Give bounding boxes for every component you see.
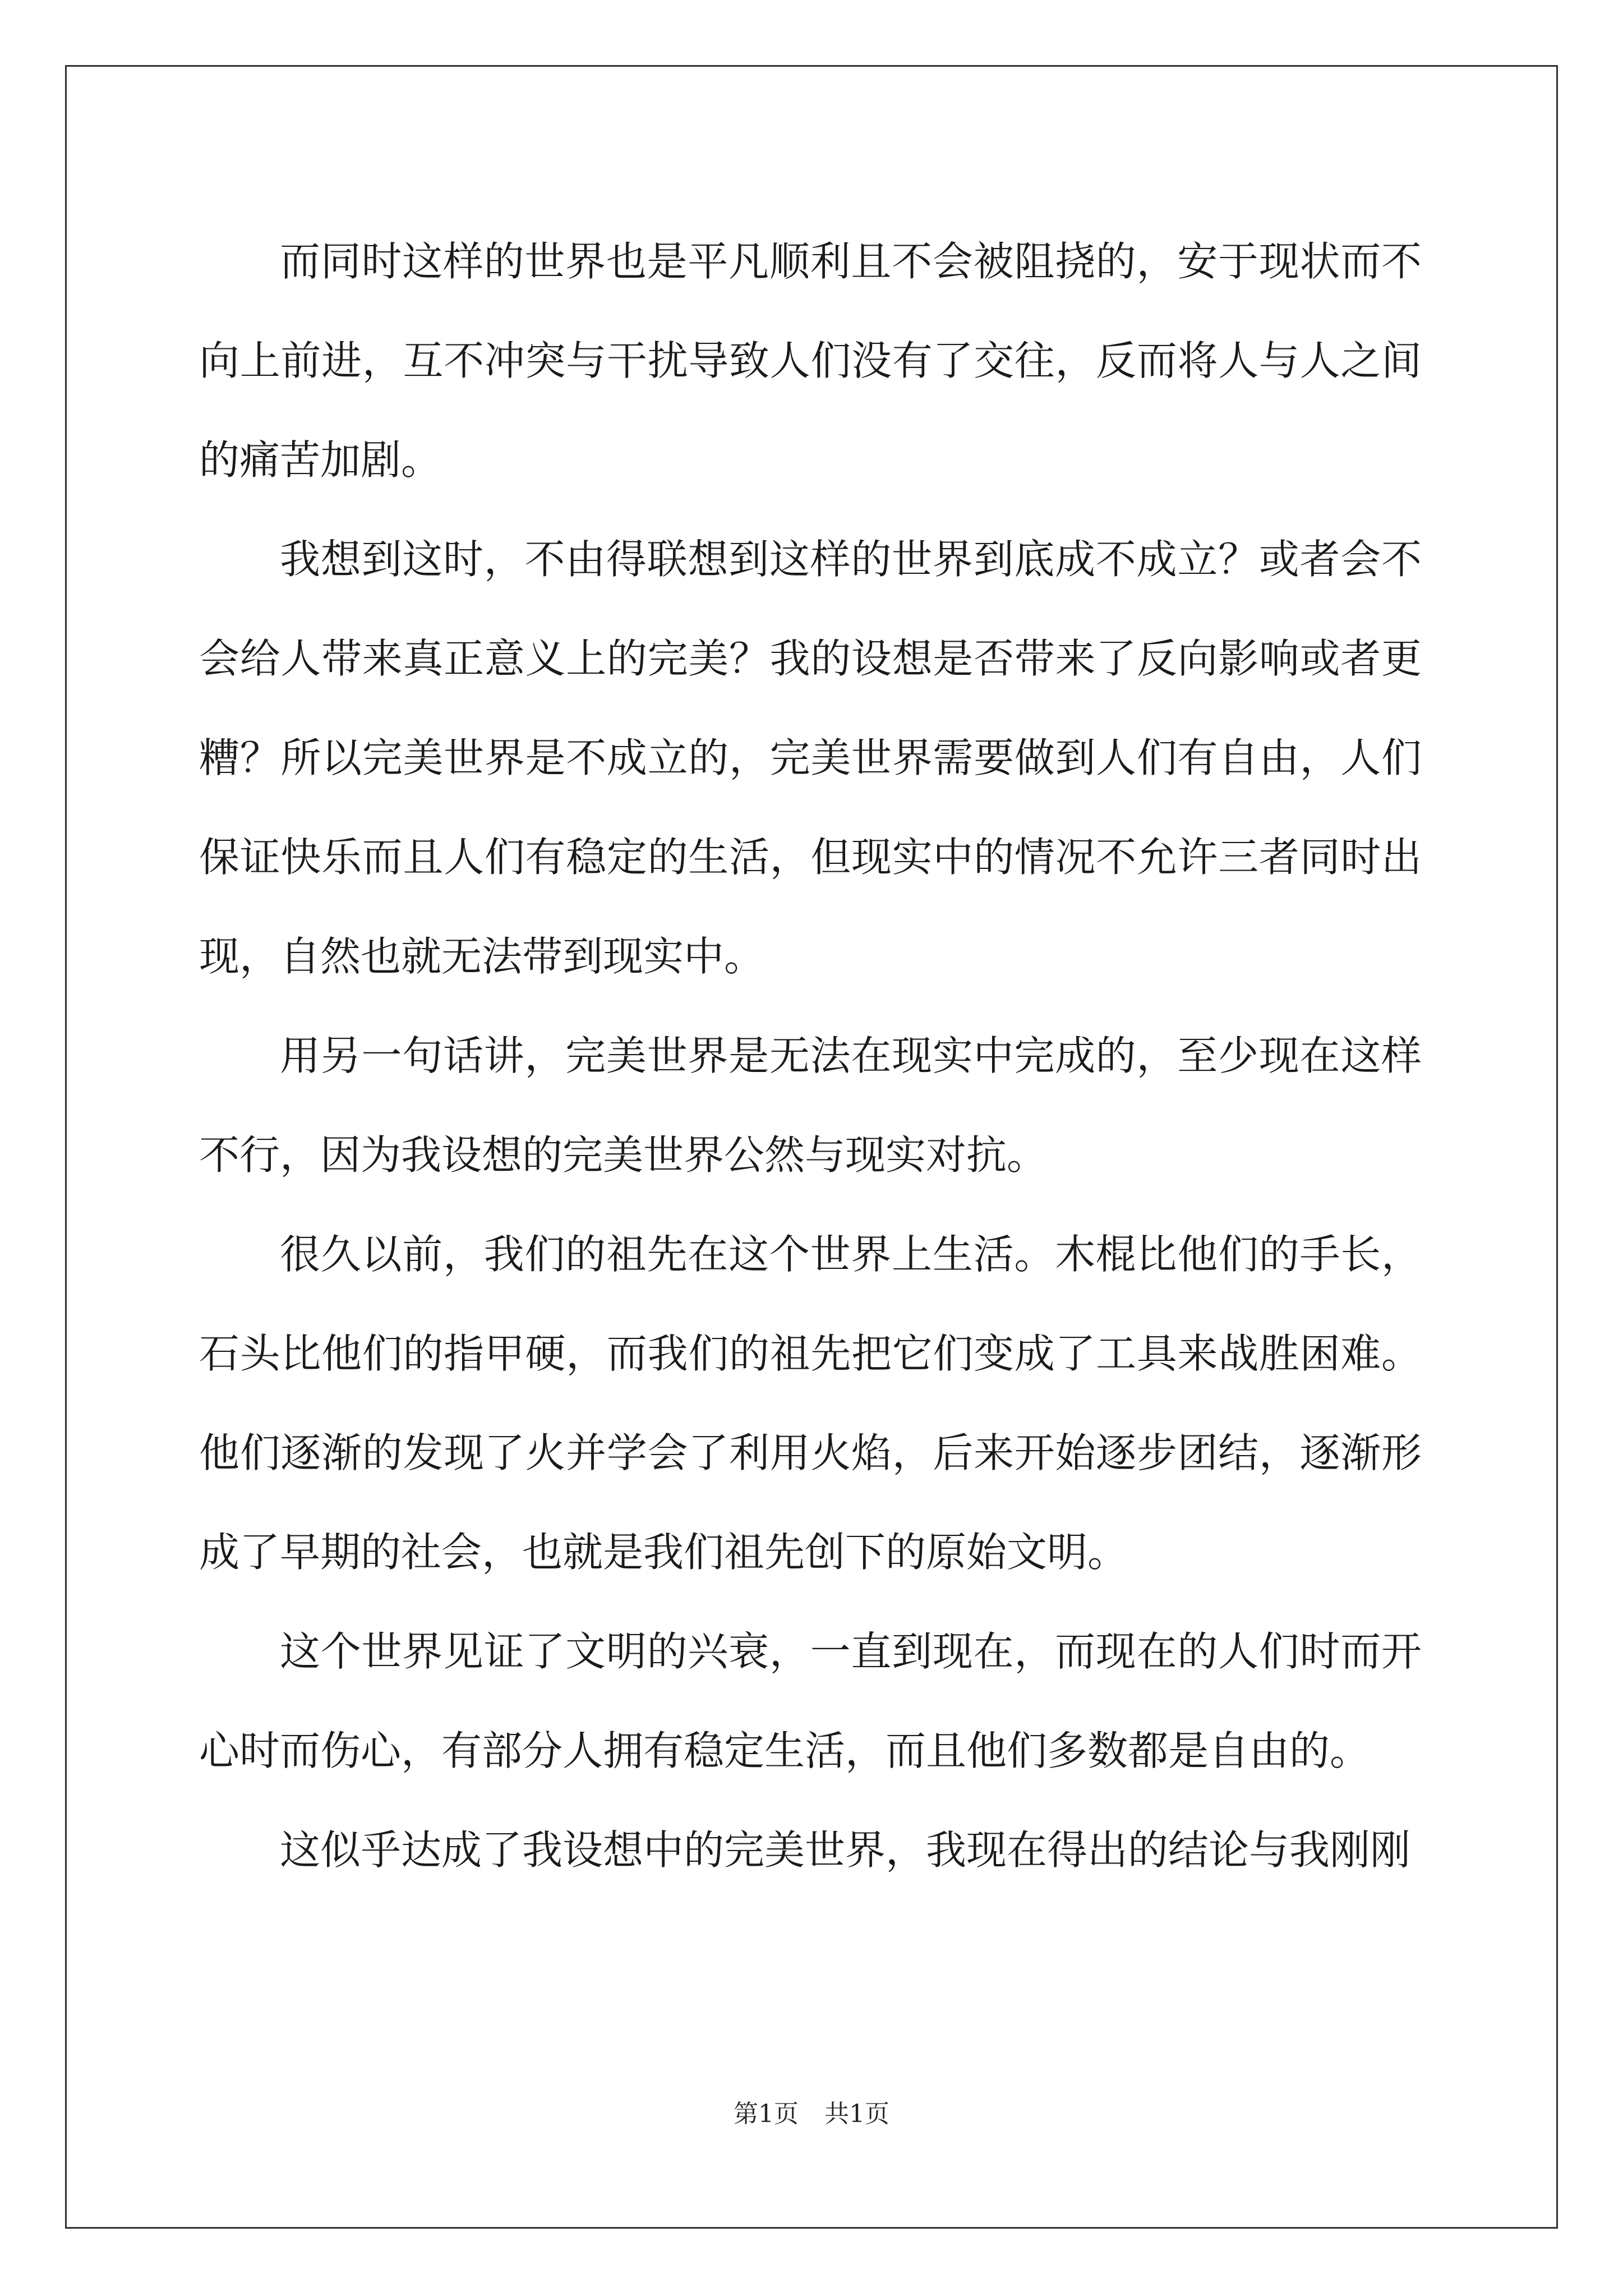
page-footer	[0, 2093, 1623, 2129]
paragraph-2: 我想到这时，不由得联想到这样的世界到底成不成立？或者会不会给人带来真正意义上的完美？我的设想是否带来了反向影响或者更糟？所以完美世界是不成立的，完美世界需要做到人们有自由，人们保证快乐而且人们有稳定的生活，但现实中的情况不允许三者同时出现，自然也就无法带到现实中。	[199, 536, 1422, 980]
paragraph-1: 而同时这样的世界也是平凡顺利且不会被阻挠的，安于现状而不向上前进，互不冲突与干扰导致人们没有了交往，反而将人与人之间的痛苦加剧。	[199, 238, 1422, 484]
paragraph-4: 很久以前，我们的祖先在这个世界上生活。木棍比他们的手长，石头比他们的指甲硬，而我们的祖先把它们变成了工具来战胜困难。他们逐渐的发现了火并学会了利用火焰，后来开始逐步团结，逐渐形成了早期的社会，也就是我们祖先创下的原始文明。	[199, 1231, 1422, 1576]
paragraph-6: 这似乎达成了我设想中的完美世界，我现在得出的结论与我刚刚	[280, 1826, 1411, 1874]
document-body	[199, 212, 1422, 1900]
paragraph-3: 用另一句话讲，完美世界是无法在现实中完成的，至少现在这样不行，因为我设想的完美世界公然与现实对抗。	[199, 1032, 1422, 1179]
paragraph-5: 这个世界见证了文明的兴衰，一直到现在，而现在的人们时而开心时而伤心，有部分人拥有稳定生活，而且他们多数都是自由的。	[199, 1628, 1422, 1774]
page-number: 第1页	[734, 2100, 799, 2128]
page-total: 共1页	[824, 2100, 889, 2128]
